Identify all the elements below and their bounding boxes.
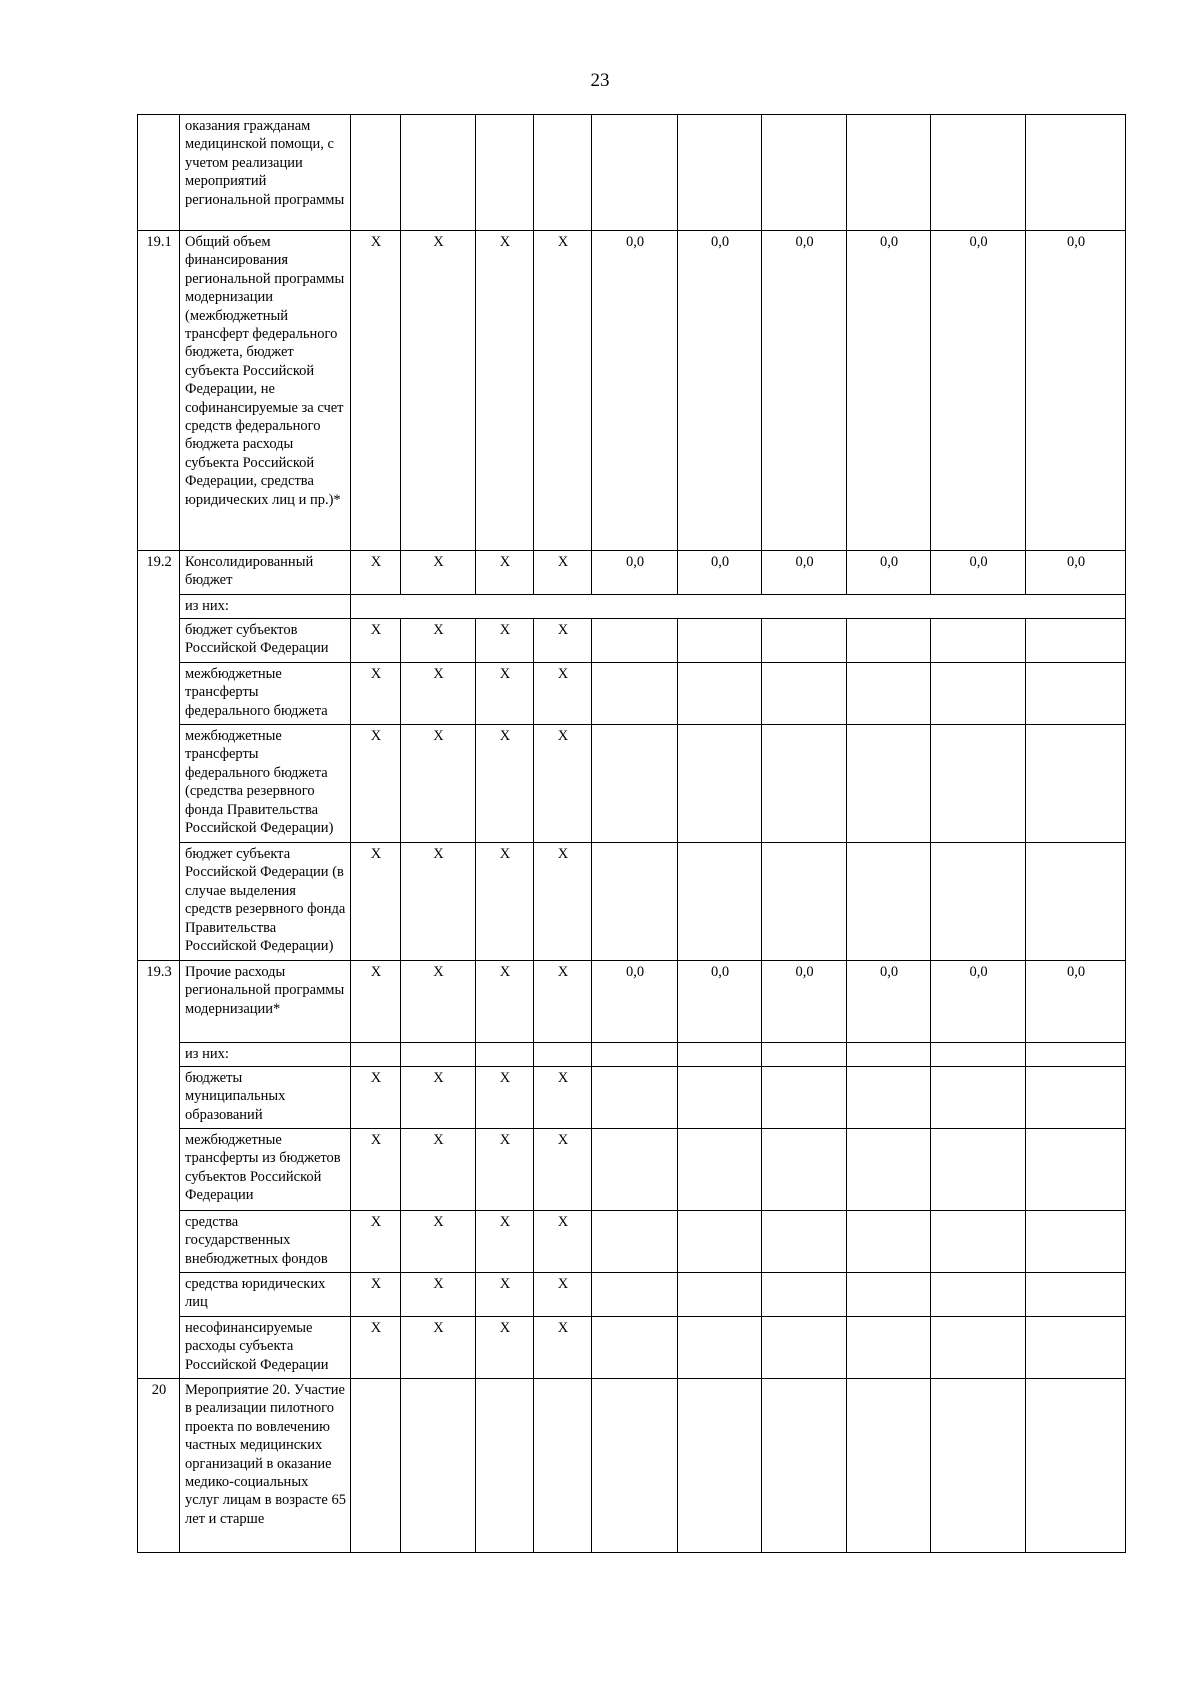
table-row-of-which [138,1043,1126,1067]
x-mark: X [534,551,592,595]
value-cell: 0,0 [847,231,931,551]
row-name: Консолидированный бюджет [180,551,351,595]
x-mark: X [401,619,476,663]
x-mark: X [476,1067,534,1129]
value-cell: 0,0 [678,231,762,551]
x-mark: X [351,1129,401,1211]
row-name: межбюджетные трансферты федерального бюджета (средства резервного фонда Правительства Российской Федерации) [180,725,351,843]
table-row-of-which [138,595,1126,619]
row-name: оказания гражданам медицинской помощи, с учетом реализации мероприятий региональной программы [180,115,351,231]
x-mark: X [401,961,476,1043]
page-number: 23 [590,70,610,91]
row-name: бюджеты муниципальных образований [180,1067,351,1129]
x-mark: X [534,843,592,961]
x-mark: X [401,1211,476,1273]
x-mark: X [476,231,534,551]
row-number: 19.3 [138,961,180,1379]
x-mark: X [351,961,401,1043]
row-name: несофинансируемые расходы субъекта Российской Федерации [180,1317,351,1379]
x-mark: X [351,231,401,551]
x-mark: X [351,1211,401,1273]
row-number: 20 [138,1379,180,1553]
x-mark: X [534,961,592,1043]
x-mark: X [351,663,401,725]
x-mark: X [476,1273,534,1317]
x-mark: X [476,843,534,961]
x-mark: X [401,231,476,551]
table-row-continuation [138,115,1126,231]
x-mark: X [401,1129,476,1211]
table-row-20 [138,1379,1126,1553]
value-cell: 0,0 [1026,231,1126,551]
table-row-19-3 [138,961,1126,1043]
x-mark: X [476,725,534,843]
x-mark: X [351,619,401,663]
x-mark: X [351,1317,401,1379]
x-mark: X [534,1129,592,1211]
x-mark: X [401,1317,476,1379]
table-row-sub [138,1317,1126,1379]
row-name: межбюджетные трансферты из бюджетов субъектов Российской Федерации [180,1129,351,1211]
row-name: Мероприятие 20. Участие в реализации пилотного проекта по вовлечению частных медицинских организаций в оказание медико-социальных услуг лицам в возрасте 65 лет и старше [180,1379,351,1553]
x-mark: X [401,725,476,843]
row-name: Общий объем финансирования региональной программы модернизации (межбюджетный трансферт федерального бюджета, бюджет субъекта Российской Федерации, не софинансируемые за счет средств федерального бюджета расходы субъекта Российской Федерации, средства юридических лиц и пр.)* [180,231,351,551]
of-which-label: из них: [180,1043,351,1067]
value-cell: 0,0 [847,551,931,595]
table-row-sub [138,663,1126,725]
row-name: средства юридических лиц [180,1273,351,1317]
x-mark: X [476,663,534,725]
x-mark: X [351,1067,401,1129]
table-row-sub [138,725,1126,843]
table-row-sub [138,1129,1126,1211]
value-cell: 0,0 [678,551,762,595]
table-row-sub [138,1273,1126,1317]
x-mark: X [401,843,476,961]
value-cell: 0,0 [762,231,847,551]
x-mark: X [476,1317,534,1379]
x-mark: X [476,1129,534,1211]
financing-table [137,114,1126,1553]
value-cell: 0,0 [1026,551,1126,595]
row-number [138,115,180,231]
table-row-19-1 [138,231,1126,551]
value-cell: 0,0 [678,961,762,1043]
value-cell: 0,0 [592,551,678,595]
x-mark: X [534,1067,592,1129]
value-cell: 0,0 [762,551,847,595]
x-mark: X [476,551,534,595]
x-mark: X [534,619,592,663]
x-mark: X [476,961,534,1043]
row-name: бюджет субъекта Российской Федерации (в случае выделения средств резервного фонда Правительства Российской Федерации) [180,843,351,961]
table-row-sub [138,1067,1126,1129]
x-mark: X [351,1273,401,1317]
row-number: 19.2 [138,551,180,961]
x-mark: X [534,725,592,843]
value-cell: 0,0 [1026,961,1126,1043]
row-name: межбюджетные трансферты федерального бюджета [180,663,351,725]
value-cell: 0,0 [592,961,678,1043]
x-mark: X [534,1273,592,1317]
of-which-label: из них: [180,595,351,619]
row-number: 19.1 [138,231,180,551]
row-name: Прочие расходы региональной программы модернизации* [180,961,351,1043]
table-row-19-2 [138,551,1126,595]
x-mark: X [534,663,592,725]
x-mark: X [534,1211,592,1273]
value-cell: 0,0 [931,961,1026,1043]
x-mark: X [401,1273,476,1317]
x-mark: X [534,231,592,551]
x-mark: X [476,1211,534,1273]
x-mark: X [351,725,401,843]
x-mark: X [401,1067,476,1129]
value-cell: 0,0 [931,231,1026,551]
x-mark: X [401,551,476,595]
x-mark: X [401,663,476,725]
x-mark: X [351,843,401,961]
value-cell: 0,0 [847,961,931,1043]
row-name: средства государственных внебюджетных фондов [180,1211,351,1273]
table-row-sub [138,1211,1126,1273]
x-mark: X [476,619,534,663]
value-cell: 0,0 [762,961,847,1043]
table-row-sub [138,843,1126,961]
x-mark: X [534,1317,592,1379]
value-cell: 0,0 [931,551,1026,595]
value-cell: 0,0 [592,231,678,551]
table-row-sub [138,619,1126,663]
row-name: бюджет субъектов Российской Федерации [180,619,351,663]
x-mark: X [351,551,401,595]
